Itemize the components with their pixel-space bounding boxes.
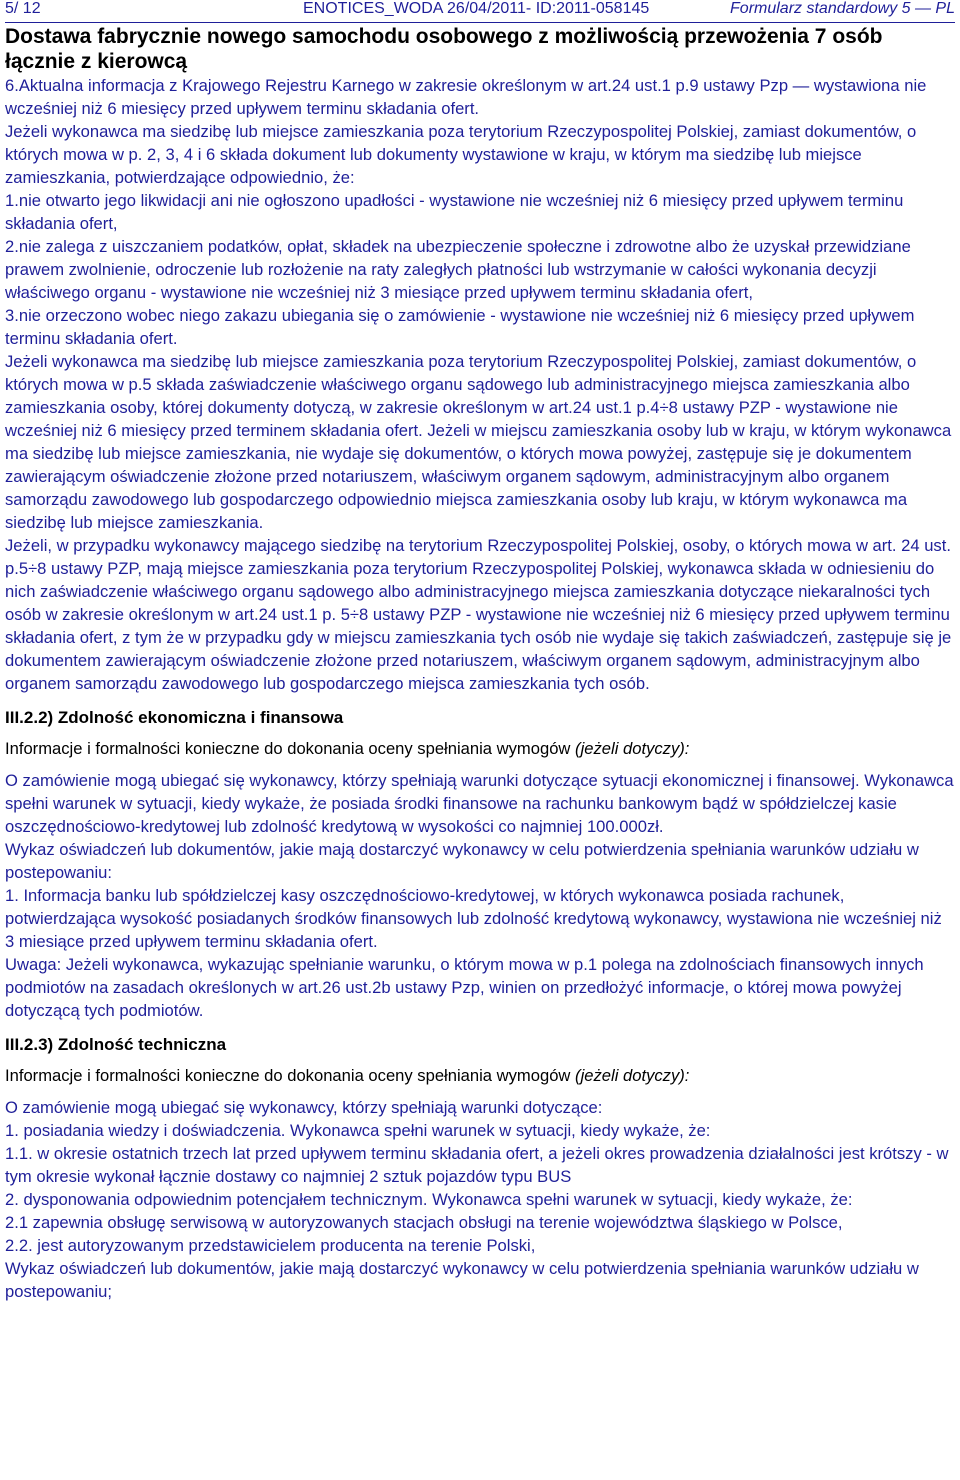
notice-reference: ENOTICES_WODA 26/04/2011- ID:2011-058145 — [303, 0, 650, 17]
paragraph: Jeżeli wykonawca ma siedzibę lub miejsce zamieszkania poza terytorium Rzeczypospolitej Polskiej, zamiast dokumentów, o których mowa w p. 2, 3, 4 i 6 składa dokument lub dokumenty wystawione w kraju, w którym ma siedzibę lub miejsce zamieszkania, potwierdzające odpowiednio, że: — [5, 122, 917, 187]
intro-italic: (jeżeli dotyczy): — [575, 1066, 690, 1085]
paragraph: 1. Informacja banku lub spółdzielczej kasy oszczędnościowo-kredytowej, w których wykonawca posiada rachunek, potwierdzająca wysokość posiadanych środków finansowych lub zdolność kredytową wykonawcy, wystawiona nie wcześniej niż 3 miesiące przed upływem terminu składania ofert. — [5, 886, 942, 951]
paragraph: O zamówienie mogą ubiegać się wykonawcy, którzy spełniają warunki dotyczące sytuacji ekonomicznej i finansowej. Wykonawca spełni warunek w sytuacji, kiedy wykaże, że posiada środki finansowe na rachunku bankowym bądź w spółdzielczej kasie oszczędnościowo-kredytowej lub zdolność kredytową w wysokości co najmniej 100.000zł. — [5, 771, 954, 836]
paragraph: Uwaga: Jeżeli wykonawca, wykazując spełnianie warunku, o którym mowa w p.1 polega na zdolnościach finansowych innych podmiotów na zasadach określonych w art.26 ust.2b ustawy Pzp, winien on przedłożyć informacje, o której mowa powyżej dotyczącą tych podmiotów. — [5, 955, 924, 1020]
paragraph: 1.1. w okresie ostatnich trzech lat przed upływem terminu składania ofert, a jeżeli okres prowadzenia działalności jest krótszy - w tym okresie wykonał łącznie dostawy co najmniej 2 sztuk pojazdów typu BUS — [5, 1144, 949, 1186]
section-economic — [5, 707, 955, 760]
paragraph: 2.2. jest autoryzowanym przedstawicielem producenta na terenie Polski, — [5, 1236, 536, 1255]
paragraph: 3.nie orzeczono wobec niego zakazu ubiegania się o zamówienie - wystawione nie wcześniej niż 6 miesięcy przed upływem terminu składania ofert. — [5, 306, 915, 348]
requirements-block — [5, 74, 955, 695]
paragraph: Jeżeli, w przypadku wykonawcy mającego siedzibę na terytorium Rzeczypospolitej Polskiej, osoby, o których mowa w art. 24 ust. p.5÷8 ustawy PZP, mają miejsce zamieszkania poza terytorium Rzeczypospolitej Polskiej, wykonawca składa w odniesieniu do nich zaświadczenie właściwego organu sądowego albo administracyjnego miejsca zamieszkania dotyczące niekaralności tych osób w zakresie określonym w art.24 ust.1 p. 5÷8 ustawy PZP - wystawione nie wcześniej niż 6 miesięcy przed upływem terminu składania ofert, z tym że w przypadku gdy w miejscu zamieszkania tych osób nie wydaje się takich zaświadczeń, zastępuje się je dokumentem zawierającym oświadczenie złożone przed notariuszem, właściwym organem sądowym, administracyjnym albo organem samorządu zawodowego lub gospodarczego miejsca zamieszkania tych osób. — [5, 536, 952, 693]
section-title: III.2.2) Zdolność ekonomiczna i finansowa — [5, 708, 344, 727]
document-title: Dostawa fabrycznie nowego samochodu osobowego z możliwością przewożenia 7 osób łącznie z kierowcą — [5, 25, 883, 73]
intro-italic: (jeżeli dotyczy): — [575, 739, 690, 758]
paragraph: O zamówienie mogą ubiegać się wykonawcy, którzy spełniają warunki dotyczące: — [5, 1098, 603, 1117]
technical-requirements — [5, 1096, 955, 1303]
section-intro — [5, 738, 955, 760]
section-technical — [5, 1034, 955, 1087]
paragraph: Jeżeli wykonawca ma siedzibę lub miejsce zamieszkania poza terytorium Rzeczypospolitej Polskiej, zamiast dokumentów, o których mowa w p.5 składa zaświadczenie właściwego organu sądowego lub administracyjnego miejsca zamieszkania albo zamieszkania osoby, której dokumenty dotyczą, w zakresie określonym w art.24 ust.1 p.4÷8 ustawy PZP - wystawione nie wcześniej niż 6 miesięcy przed terminem składania ofert. Jeżeli w miejscu zamieszkania osoby lub w kraju, w którym wykonawca ma siedzibę lub miejsce zamieszkania, nie wydaje się dokumentów, o których mowa powyżej, zastępuje się je dokumentem zawierającym oświadczenie złożone przed notariuszem, właściwym organem sądowym, administracyjnym albo organem samorządu zawodowego lub gospodarczego odpowiednio miejsca zamieszkania osoby lub kraju, w którym wykonawca ma siedzibę lub miejsce zamieszkania. — [5, 352, 952, 532]
paragraph: 2.nie zalega z uiszczaniem podatków, opłat, składek na ubezpieczenie społeczne i zdrowotne albo że uzyskał przewidziane prawem zwolnienie, odroczenie lub rozłożenie na raty zaległych płatności lub wstrzymanie w całości wykonania decyzji właściwego organu - wystawione nie wcześniej niż 3 miesiące przed upływem terminu składania ofert, — [5, 237, 911, 302]
paragraph: 1. posiadania wiedzy i doświadczenia. Wykonawca spełni warunek w sytuacji, kiedy wykaże, że: — [5, 1121, 711, 1140]
section-intro — [5, 1065, 955, 1087]
paragraph: 2. dysponowania odpowiednim potencjałem technicznym. Wykonawca spełni warunek w sytuacji, kiedy wykaże, że: — [5, 1190, 853, 1209]
form-name: Formularz standardowy 5 — PL — [730, 0, 955, 17]
paragraph: 2.1 zapewnia obsługę serwisową w autoryzowanych stacjach obsługi na terenie województwa śląskiego w Polsce, — [5, 1213, 843, 1232]
paragraph: Wykaz oświadczeń lub dokumentów, jakie mają dostarczyć wykonawcy w celu potwierdzenia spełniania warunków udziału w postepowaniu; — [5, 1259, 919, 1301]
intro-text: Informacje i formalności konieczne do dokonania oceny spełniania wymogów — [5, 739, 571, 758]
paragraph: 1.nie otwarto jego likwidacji ani nie ogłoszono upadłości - wystawione nie wcześniej niż 6 miesięcy przed upływem terminu składania ofert, — [5, 191, 904, 233]
intro-text: Informacje i formalności konieczne do dokonania oceny spełniania wymogów — [5, 1066, 571, 1085]
economic-requirements — [5, 769, 955, 1022]
paragraph: 6.Aktualna informacja z Krajowego Rejestru Karnego w zakresie określonym w art.24 ust.1 p.9 ustawy Pzp — wystawiona nie wcześniej niż 6 miesięcy przed upływem terminu składania ofert. — [5, 76, 927, 118]
page-header — [5, 0, 955, 23]
paragraph: Wykaz oświadczeń lub dokumentów, jakie mają dostarczyć wykonawcy w celu potwierdzenia spełniania warunków udziału w postepowaniu: — [5, 840, 919, 882]
section-title: III.2.3) Zdolność techniczna — [5, 1035, 227, 1054]
page-number: 5/ 12 — [5, 0, 41, 17]
